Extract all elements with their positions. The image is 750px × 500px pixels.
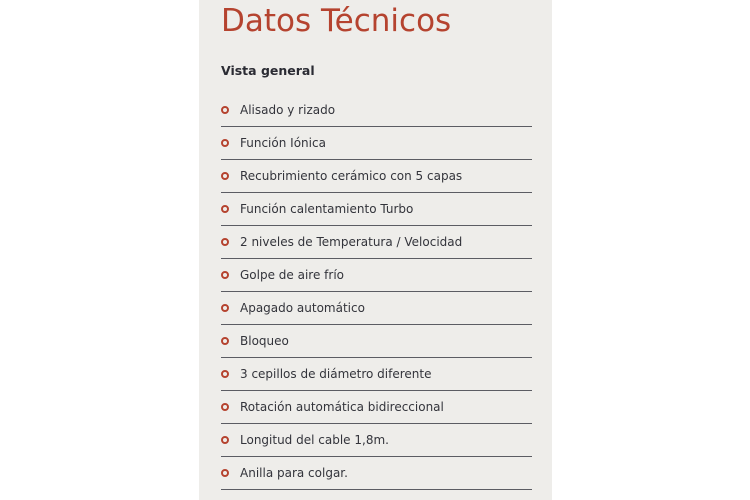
circle-bullet-icon: [221, 238, 229, 246]
circle-bullet-icon: [221, 436, 229, 444]
list-item: [221, 292, 532, 325]
list-item-label: Bloqueo: [240, 334, 289, 348]
list-item-label: Longitud del cable 1,8m.: [240, 433, 389, 447]
list-item-label: Alisado y rizado: [240, 103, 336, 117]
feature-list: [221, 94, 532, 490]
list-item: [221, 160, 532, 193]
circle-bullet-icon: [221, 205, 229, 213]
page-title: Datos Técnicos: [221, 3, 452, 39]
list-item: [221, 424, 532, 457]
circle-bullet-icon: [221, 172, 229, 180]
list-item-label: Golpe de aire frío: [240, 268, 344, 282]
list-item: [221, 94, 532, 127]
list-item-label: 2 niveles de Temperatura / Velocidad: [240, 235, 463, 249]
list-item-label: Apagado automático: [240, 301, 365, 315]
list-item: [221, 127, 532, 160]
section-subtitle: Vista general: [221, 63, 315, 78]
list-item-label: Función calentamiento Turbo: [240, 202, 414, 216]
list-item: [221, 226, 532, 259]
list-item: [221, 193, 532, 226]
list-item: [221, 391, 532, 424]
circle-bullet-icon: [221, 403, 229, 411]
list-item-label: Rotación automática bidireccional: [240, 400, 444, 414]
tech-specs-panel: [199, 0, 552, 500]
list-item-label: Recubrimiento cerámico con 5 capas: [240, 169, 463, 183]
list-item: [221, 259, 532, 292]
circle-bullet-icon: [221, 271, 229, 279]
circle-bullet-icon: [221, 370, 229, 378]
circle-bullet-icon: [221, 106, 229, 114]
list-item: [221, 325, 532, 358]
list-item-label: 3 cepillos de diámetro diferente: [240, 367, 432, 381]
circle-bullet-icon: [221, 469, 229, 477]
list-item: [221, 358, 532, 391]
list-item-label: Función Iónica: [240, 136, 326, 150]
list-item: [221, 457, 532, 490]
circle-bullet-icon: [221, 139, 229, 147]
circle-bullet-icon: [221, 304, 229, 312]
circle-bullet-icon: [221, 337, 229, 345]
list-item-label: Anilla para colgar.: [240, 466, 348, 480]
